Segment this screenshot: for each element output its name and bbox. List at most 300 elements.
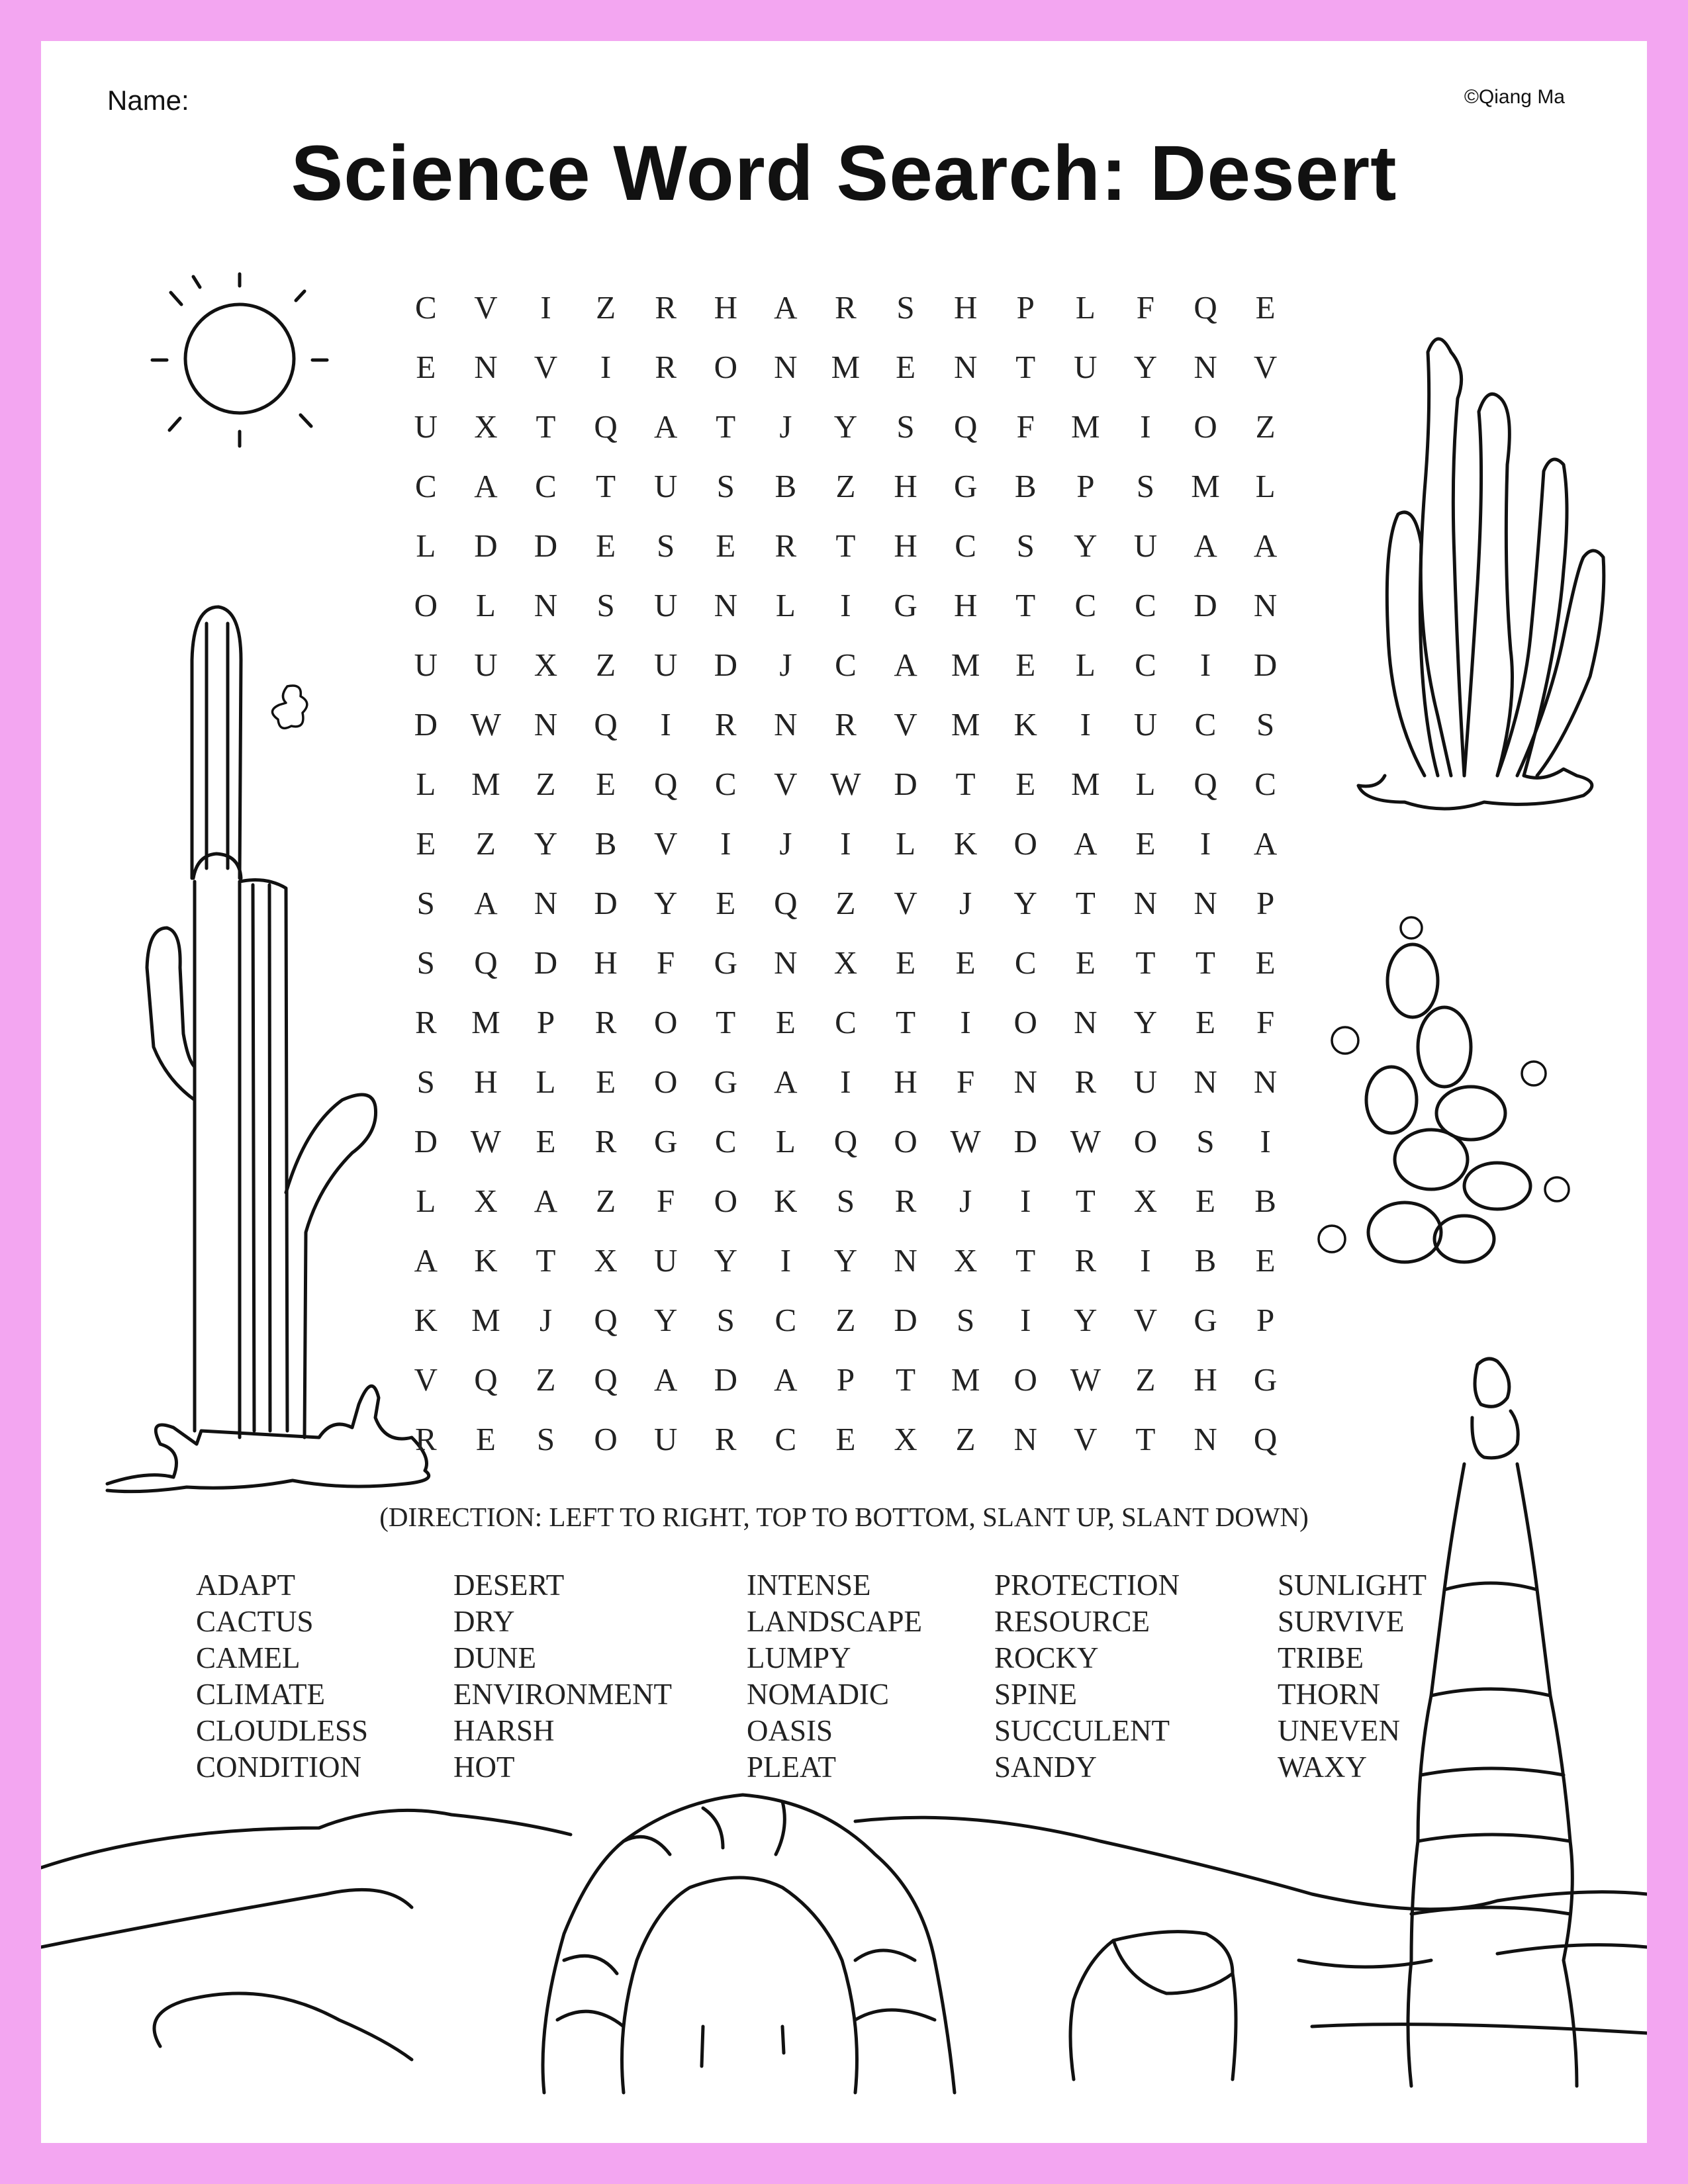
grid-letter[interactable]: O — [1013, 825, 1037, 862]
grid-letter[interactable]: M — [471, 1004, 500, 1040]
grid-letter[interactable]: K — [953, 825, 978, 862]
grid-letter[interactable]: W — [950, 1123, 981, 1160]
grid-letter[interactable]: E — [1135, 825, 1156, 862]
grid-letter[interactable]: U — [414, 647, 438, 683]
grid-letter[interactable]: U — [653, 468, 678, 504]
grid-letter[interactable]: P — [1016, 289, 1035, 326]
grid-letter[interactable]: Q — [594, 1361, 618, 1398]
grid-letter[interactable]: N — [774, 706, 798, 743]
grid-letter[interactable]: I — [1140, 408, 1151, 445]
grid-letter[interactable]: Q — [594, 408, 618, 445]
grid-letter[interactable]: O — [1013, 1004, 1037, 1040]
grid-letter[interactable]: E — [416, 825, 436, 862]
grid-letter[interactable]: C — [714, 766, 737, 802]
grid-letter[interactable]: L — [475, 587, 496, 623]
grid-letter[interactable]: Q — [653, 766, 678, 802]
grid-letter[interactable]: L — [416, 766, 436, 802]
grid-letter[interactable]: S — [416, 885, 435, 921]
grid-letter[interactable]: J — [539, 1302, 553, 1338]
grid-letter[interactable]: N — [953, 349, 978, 385]
grid-letter[interactable]: X — [474, 1183, 498, 1219]
grid-letter[interactable]: A — [1194, 527, 1217, 564]
grid-letter[interactable]: V — [653, 825, 678, 862]
grid-letter[interactable]: P — [836, 1361, 855, 1398]
grid-letter[interactable]: H — [953, 587, 978, 623]
grid-letter[interactable]: O — [653, 1064, 678, 1100]
grid-letter[interactable]: X — [833, 944, 858, 981]
grid-letter[interactable]: K — [774, 1183, 798, 1219]
grid-letter[interactable]: E — [1196, 1004, 1215, 1040]
grid-letter[interactable]: M — [951, 706, 980, 743]
grid-letter[interactable]: Y — [653, 1302, 678, 1338]
grid-letter[interactable]: F — [1016, 408, 1035, 445]
grid-letter[interactable]: D — [534, 527, 558, 564]
grid-letter[interactable]: A — [774, 289, 798, 326]
grid-letter[interactable]: N — [1194, 885, 1217, 921]
grid-letter[interactable]: N — [714, 587, 737, 623]
grid-letter[interactable]: I — [600, 349, 612, 385]
grid-letter[interactable]: S — [957, 1302, 975, 1338]
grid-letter[interactable]: H — [714, 289, 737, 326]
grid-letter[interactable]: I — [1020, 1302, 1031, 1338]
grid-letter[interactable]: D — [414, 1123, 438, 1160]
grid-letter[interactable]: R — [594, 1004, 617, 1040]
grid-letter[interactable]: A — [774, 1064, 798, 1100]
grid-letter[interactable]: C — [774, 1421, 797, 1457]
grid-letter[interactable]: O — [1194, 408, 1217, 445]
grid-letter[interactable]: E — [596, 1064, 616, 1100]
grid-letter[interactable]: T — [955, 766, 976, 802]
grid-letter[interactable]: A — [474, 468, 498, 504]
grid-letter[interactable]: V — [474, 289, 498, 326]
grid-letter[interactable]: T — [1015, 1242, 1036, 1279]
grid-letter[interactable]: I — [840, 1064, 851, 1100]
grid-letter[interactable]: M — [951, 1361, 980, 1398]
grid-letter[interactable]: X — [1133, 1183, 1158, 1219]
grid-letter[interactable]: O — [414, 587, 438, 623]
grid-letter[interactable]: E — [596, 766, 616, 802]
grid-letter[interactable]: R — [835, 706, 857, 743]
grid-letter[interactable]: E — [835, 1421, 856, 1457]
grid-letter[interactable]: B — [774, 468, 797, 504]
grid-letter[interactable]: E — [955, 944, 976, 981]
grid-letter[interactable]: R — [414, 1421, 437, 1457]
grid-letter[interactable]: H — [474, 1064, 498, 1100]
grid-letter[interactable]: B — [1254, 1183, 1276, 1219]
grid-letter[interactable]: V — [894, 885, 917, 921]
grid-letter[interactable]: U — [1133, 1064, 1158, 1100]
grid-letter[interactable]: V — [1253, 349, 1278, 385]
grid-letter[interactable]: V — [774, 766, 798, 802]
grid-letter[interactable]: O — [653, 1004, 678, 1040]
grid-letter[interactable]: S — [896, 289, 915, 326]
grid-letter[interactable]: H — [894, 527, 917, 564]
grid-letter[interactable]: S — [1256, 706, 1275, 743]
grid-letter[interactable]: D — [414, 706, 438, 743]
grid-letter[interactable]: H — [894, 468, 917, 504]
grid-letter[interactable]: T — [1196, 944, 1215, 981]
grid-letter[interactable]: Q — [1253, 1421, 1278, 1457]
grid-letter[interactable]: W — [470, 1123, 502, 1160]
grid-letter[interactable]: T — [896, 1361, 916, 1398]
grid-letter[interactable]: N — [534, 885, 558, 921]
grid-letter[interactable]: I — [1080, 706, 1091, 743]
grid-letter[interactable]: O — [1013, 1361, 1037, 1398]
grid-letter[interactable]: C — [1194, 706, 1217, 743]
grid-letter[interactable]: X — [953, 1242, 978, 1279]
word-search-grid[interactable] — [396, 278, 1296, 1469]
grid-letter[interactable]: L — [1135, 766, 1156, 802]
grid-letter[interactable]: Q — [594, 1302, 618, 1338]
grid-letter[interactable]: R — [594, 1123, 617, 1160]
grid-letter[interactable]: R — [655, 289, 677, 326]
grid-letter[interactable]: T — [536, 408, 556, 445]
grid-letter[interactable]: A — [534, 1183, 558, 1219]
grid-letter[interactable]: T — [716, 1004, 736, 1040]
grid-letter[interactable]: G — [653, 1123, 678, 1160]
grid-letter[interactable]: I — [540, 289, 551, 326]
grid-letter[interactable]: T — [1135, 1421, 1156, 1457]
grid-letter[interactable]: T — [536, 1242, 556, 1279]
grid-letter[interactable]: T — [1075, 885, 1096, 921]
grid-letter[interactable]: F — [957, 1064, 975, 1100]
grid-letter[interactable]: D — [534, 944, 558, 981]
grid-letter[interactable]: N — [1253, 587, 1278, 623]
grid-letter[interactable]: T — [1075, 1183, 1096, 1219]
grid-letter[interactable]: Z — [596, 289, 616, 326]
grid-letter[interactable]: R — [894, 1183, 917, 1219]
grid-letter[interactable]: D — [894, 1302, 917, 1338]
grid-letter[interactable]: A — [653, 408, 678, 445]
grid-letter[interactable]: N — [1074, 1004, 1098, 1040]
grid-letter[interactable]: T — [1015, 587, 1036, 623]
grid-letter[interactable]: O — [894, 1123, 917, 1160]
grid-letter[interactable]: O — [594, 1421, 618, 1457]
grid-letter[interactable]: A — [1253, 527, 1278, 564]
grid-letter[interactable]: E — [1255, 944, 1276, 981]
grid-letter[interactable]: M — [951, 647, 980, 683]
grid-letter[interactable]: S — [657, 527, 675, 564]
grid-letter[interactable]: D — [1194, 587, 1217, 623]
grid-letter[interactable]: E — [1196, 1183, 1215, 1219]
grid-letter[interactable]: V — [1074, 1421, 1098, 1457]
grid-letter[interactable]: X — [594, 1242, 618, 1279]
grid-letter[interactable]: U — [653, 1242, 678, 1279]
grid-letter[interactable]: Y — [714, 1242, 737, 1279]
grid-letter[interactable]: Z — [835, 885, 856, 921]
grid-letter[interactable]: N — [1194, 1421, 1217, 1457]
grid-letter[interactable]: D — [594, 885, 618, 921]
grid-letter[interactable]: W — [1070, 1123, 1101, 1160]
grid-letter[interactable]: G — [714, 1064, 737, 1100]
grid-letter[interactable]: D — [1253, 647, 1278, 683]
grid-letter[interactable]: C — [1014, 944, 1037, 981]
grid-letter[interactable]: Y — [1074, 527, 1098, 564]
grid-letter[interactable]: X — [474, 408, 498, 445]
grid-letter[interactable]: E — [896, 944, 916, 981]
grid-letter[interactable]: J — [959, 1183, 972, 1219]
grid-letter[interactable]: D — [714, 1361, 737, 1398]
grid-letter[interactable]: C — [955, 527, 976, 564]
grid-letter[interactable]: G — [953, 468, 978, 504]
grid-letter[interactable]: Q — [1194, 289, 1217, 326]
grid-letter[interactable]: L — [896, 825, 916, 862]
grid-letter[interactable]: E — [716, 885, 736, 921]
grid-letter[interactable]: A — [1074, 825, 1098, 862]
grid-letter[interactable]: S — [836, 1183, 855, 1219]
grid-letter[interactable]: D — [894, 766, 917, 802]
grid-letter[interactable]: A — [414, 1242, 438, 1279]
grid-letter[interactable]: Z — [475, 825, 496, 862]
grid-letter[interactable]: K — [1013, 706, 1037, 743]
grid-letter[interactable]: T — [716, 408, 736, 445]
grid-letter[interactable]: C — [714, 1123, 737, 1160]
grid-letter[interactable]: C — [414, 468, 437, 504]
grid-letter[interactable]: G — [894, 587, 917, 623]
grid-letter[interactable]: N — [474, 349, 498, 385]
grid-letter[interactable]: L — [1075, 647, 1096, 683]
grid-letter[interactable]: I — [1140, 1242, 1151, 1279]
grid-letter[interactable]: E — [596, 527, 616, 564]
grid-letter[interactable]: G — [1194, 1302, 1217, 1338]
grid-letter[interactable]: U — [1133, 527, 1158, 564]
grid-letter[interactable]: H — [953, 289, 978, 326]
grid-letter[interactable]: J — [959, 885, 972, 921]
grid-letter[interactable]: S — [896, 408, 915, 445]
grid-letter[interactable]: C — [414, 289, 437, 326]
grid-letter[interactable]: M — [831, 349, 861, 385]
grid-letter[interactable]: H — [594, 944, 618, 981]
grid-letter[interactable]: H — [894, 1064, 917, 1100]
grid-letter[interactable]: D — [714, 647, 737, 683]
grid-letter[interactable]: A — [1253, 825, 1278, 862]
grid-letter[interactable]: A — [894, 647, 917, 683]
grid-letter[interactable]: S — [416, 1064, 435, 1100]
grid-letter[interactable]: I — [840, 587, 851, 623]
grid-letter[interactable]: R — [1074, 1242, 1097, 1279]
grid-letter[interactable]: B — [1014, 468, 1037, 504]
grid-letter[interactable]: I — [1020, 1183, 1031, 1219]
grid-letter[interactable]: F — [1256, 1004, 1275, 1040]
grid-letter[interactable]: S — [1196, 1123, 1215, 1160]
grid-letter[interactable]: Y — [534, 825, 558, 862]
grid-letter[interactable]: N — [1194, 349, 1217, 385]
grid-letter[interactable]: Z — [1255, 408, 1276, 445]
grid-letter[interactable]: K — [414, 1302, 438, 1338]
grid-letter[interactable]: U — [1074, 349, 1098, 385]
grid-letter[interactable]: I — [1199, 825, 1211, 862]
grid-letter[interactable]: M — [471, 766, 500, 802]
grid-letter[interactable]: G — [1253, 1361, 1278, 1398]
grid-letter[interactable]: Z — [536, 1361, 556, 1398]
grid-letter[interactable]: B — [1194, 1242, 1217, 1279]
grid-letter[interactable]: T — [1135, 944, 1156, 981]
grid-letter[interactable]: I — [960, 1004, 971, 1040]
grid-letter[interactable]: P — [1076, 468, 1095, 504]
grid-letter[interactable]: E — [896, 349, 916, 385]
grid-letter[interactable]: L — [775, 587, 796, 623]
grid-letter[interactable]: I — [840, 825, 851, 862]
grid-letter[interactable]: V — [414, 1361, 438, 1398]
grid-letter[interactable]: G — [714, 944, 737, 981]
grid-letter[interactable]: A — [653, 1361, 678, 1398]
grid-letter[interactable]: T — [596, 468, 616, 504]
grid-letter[interactable]: P — [1256, 885, 1275, 921]
grid-letter[interactable]: L — [775, 1123, 796, 1160]
grid-letter[interactable]: I — [660, 706, 671, 743]
grid-letter[interactable]: U — [414, 408, 438, 445]
grid-letter[interactable]: R — [1074, 1064, 1097, 1100]
grid-letter[interactable]: S — [716, 1302, 735, 1338]
grid-letter[interactable]: O — [714, 349, 737, 385]
grid-letter[interactable]: B — [594, 825, 617, 862]
grid-letter[interactable]: X — [894, 1421, 917, 1457]
grid-letter[interactable]: M — [471, 1302, 500, 1338]
grid-letter[interactable]: V — [1133, 1302, 1158, 1338]
grid-letter[interactable]: L — [1075, 289, 1096, 326]
grid-letter[interactable]: Y — [833, 408, 858, 445]
grid-letter[interactable]: Y — [1013, 885, 1037, 921]
grid-letter[interactable]: J — [779, 825, 792, 862]
grid-letter[interactable]: W — [830, 766, 861, 802]
grid-letter[interactable]: Q — [953, 408, 978, 445]
grid-letter[interactable]: K — [474, 1242, 498, 1279]
grid-letter[interactable]: Z — [596, 1183, 616, 1219]
grid-letter[interactable]: Y — [1133, 349, 1158, 385]
grid-letter[interactable]: F — [657, 1183, 675, 1219]
grid-letter[interactable]: M — [1071, 766, 1100, 802]
grid-letter[interactable]: Z — [536, 766, 556, 802]
grid-letter[interactable]: E — [536, 1123, 556, 1160]
grid-letter[interactable]: E — [716, 527, 736, 564]
grid-letter[interactable]: N — [774, 944, 798, 981]
grid-letter[interactable]: Z — [835, 468, 856, 504]
grid-letter[interactable]: N — [1253, 1064, 1278, 1100]
grid-letter[interactable]: I — [780, 1242, 792, 1279]
grid-letter[interactable]: U — [1133, 706, 1158, 743]
grid-letter[interactable]: S — [536, 1421, 555, 1457]
grid-letter[interactable]: I — [1260, 1123, 1271, 1160]
grid-letter[interactable]: Z — [955, 1421, 976, 1457]
grid-letter[interactable]: E — [1075, 944, 1096, 981]
grid-letter[interactable]: N — [894, 1242, 917, 1279]
grid-letter[interactable]: J — [779, 647, 792, 683]
grid-letter[interactable]: Q — [474, 1361, 498, 1398]
grid-letter[interactable]: N — [1013, 1064, 1037, 1100]
grid-letter[interactable]: F — [657, 944, 675, 981]
grid-letter[interactable]: E — [1255, 289, 1276, 326]
grid-letter[interactable]: C — [1254, 766, 1276, 802]
grid-letter[interactable]: N — [534, 587, 558, 623]
grid-letter[interactable]: C — [774, 1302, 797, 1338]
grid-letter[interactable]: N — [1194, 1064, 1217, 1100]
grid-letter[interactable]: I — [1199, 647, 1211, 683]
grid-letter[interactable]: J — [779, 408, 792, 445]
grid-letter[interactable]: E — [775, 1004, 796, 1040]
grid-letter[interactable]: V — [534, 349, 558, 385]
grid-letter[interactable]: E — [1255, 1242, 1276, 1279]
grid-letter[interactable]: C — [1135, 587, 1156, 623]
grid-letter[interactable]: Q — [594, 706, 618, 743]
grid-letter[interactable]: N — [1133, 885, 1158, 921]
grid-letter[interactable]: Z — [596, 647, 616, 683]
grid-letter[interactable]: I — [720, 825, 731, 862]
grid-letter[interactable]: U — [653, 587, 678, 623]
grid-letter[interactable]: E — [416, 349, 436, 385]
grid-letter[interactable]: M — [1071, 408, 1100, 445]
grid-letter[interactable]: P — [536, 1004, 555, 1040]
grid-letter[interactable]: C — [535, 468, 557, 504]
grid-letter[interactable]: A — [774, 1361, 798, 1398]
grid-letter[interactable]: T — [835, 527, 856, 564]
grid-letter[interactable]: R — [655, 349, 677, 385]
grid-letter[interactable]: C — [835, 647, 857, 683]
grid-letter[interactable]: O — [1133, 1123, 1158, 1160]
grid-letter[interactable]: R — [414, 1004, 437, 1040]
grid-letter[interactable]: E — [1015, 766, 1036, 802]
grid-letter[interactable]: R — [835, 289, 857, 326]
grid-letter[interactable]: C — [835, 1004, 857, 1040]
grid-letter[interactable]: L — [536, 1064, 556, 1100]
grid-letter[interactable]: S — [1136, 468, 1155, 504]
grid-letter[interactable]: Y — [1133, 1004, 1158, 1040]
grid-letter[interactable]: M — [1191, 468, 1220, 504]
grid-letter[interactable]: F — [1136, 289, 1155, 326]
grid-letter[interactable]: S — [1016, 527, 1035, 564]
grid-letter[interactable]: R — [774, 527, 797, 564]
grid-letter[interactable]: N — [1013, 1421, 1037, 1457]
grid-letter[interactable]: P — [1256, 1302, 1275, 1338]
grid-letter[interactable]: Y — [653, 885, 678, 921]
grid-letter[interactable]: X — [534, 647, 558, 683]
grid-letter[interactable]: Q — [774, 885, 798, 921]
grid-letter[interactable]: Y — [1074, 1302, 1098, 1338]
grid-letter[interactable]: A — [474, 885, 498, 921]
grid-letter[interactable]: E — [1015, 647, 1036, 683]
grid-letter[interactable]: U — [653, 647, 678, 683]
grid-letter[interactable]: U — [474, 647, 498, 683]
grid-letter[interactable]: L — [1255, 468, 1276, 504]
grid-letter[interactable]: S — [716, 468, 735, 504]
grid-letter[interactable]: E — [475, 1421, 496, 1457]
grid-letter[interactable]: Q — [474, 944, 498, 981]
grid-letter[interactable]: T — [896, 1004, 916, 1040]
grid-letter[interactable]: Z — [835, 1302, 856, 1338]
grid-letter[interactable]: N — [774, 349, 798, 385]
grid-letter[interactable]: W — [470, 706, 502, 743]
grid-letter[interactable]: D — [474, 527, 498, 564]
grid-letter[interactable]: C — [1135, 647, 1156, 683]
grid-letter[interactable]: Y — [833, 1242, 858, 1279]
grid-letter[interactable]: U — [653, 1421, 678, 1457]
grid-letter[interactable]: D — [1013, 1123, 1037, 1160]
grid-letter[interactable]: N — [534, 706, 558, 743]
grid-letter[interactable]: S — [596, 587, 615, 623]
grid-letter[interactable]: C — [1074, 587, 1097, 623]
grid-letter[interactable]: W — [1070, 1361, 1101, 1398]
grid-letter[interactable]: L — [416, 527, 436, 564]
grid-letter[interactable]: O — [714, 1183, 737, 1219]
grid-letter[interactable]: T — [1015, 349, 1036, 385]
grid-letter[interactable]: V — [894, 706, 917, 743]
grid-letter[interactable]: Q — [833, 1123, 858, 1160]
grid-letter[interactable]: R — [714, 1421, 737, 1457]
grid-letter[interactable]: L — [416, 1183, 436, 1219]
grid-letter[interactable]: S — [416, 944, 435, 981]
grid-letter[interactable]: Q — [1194, 766, 1217, 802]
grid-letter[interactable]: R — [714, 706, 737, 743]
grid-letter[interactable]: Z — [1135, 1361, 1156, 1398]
